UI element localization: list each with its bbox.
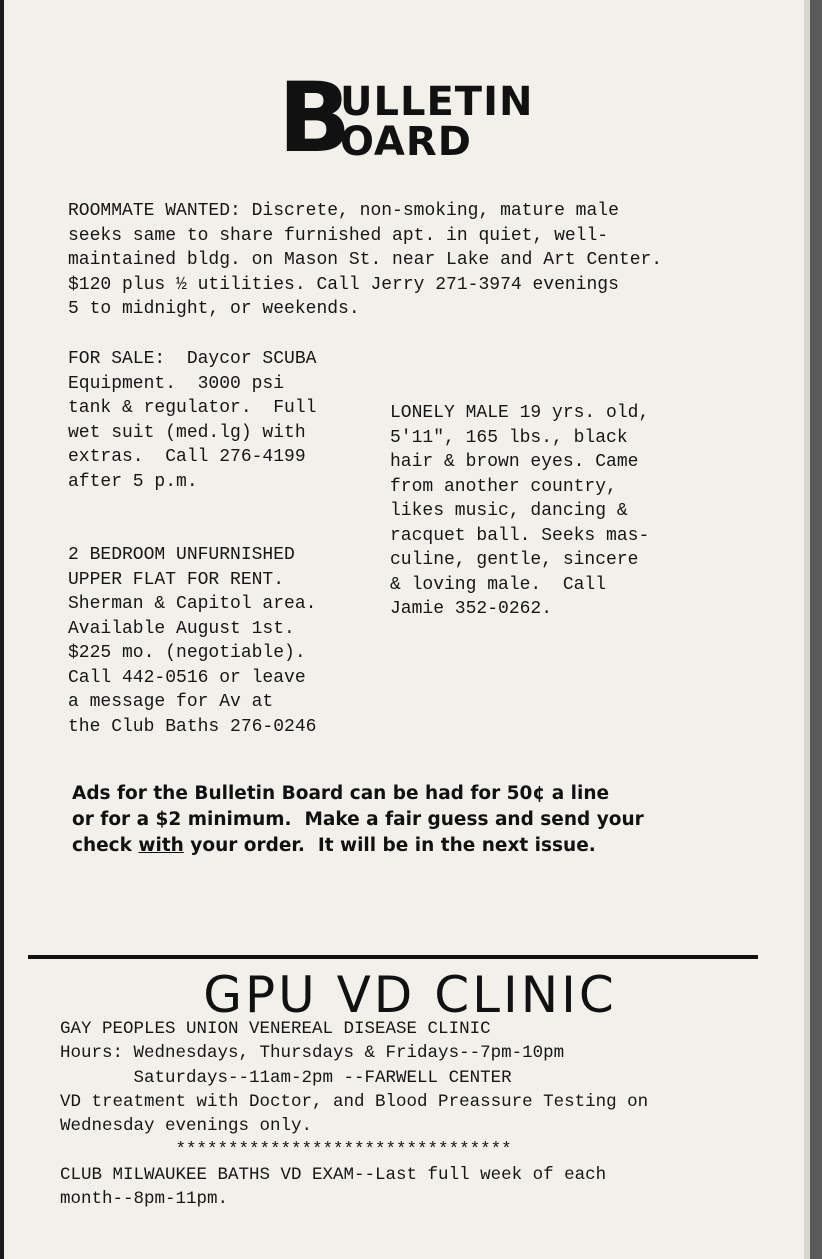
masthead-line1: ULLETIN	[340, 79, 534, 125]
bulletin-board-masthead	[278, 62, 548, 174]
masthead-line2: OARD	[340, 119, 472, 165]
masthead-initial: B	[278, 62, 352, 174]
ad-lonely-male: LONELY MALE 19 yrs. old, 5'11", 165 lbs., black hair & brown eyes. Came from another country, likes music, dancing & racquet ball. Seeks mas- culine, gentle, sincere & loving male. Call Jamie 352-0262.	[390, 403, 650, 619]
clinic-title: GPU VD CLINIC	[203, 966, 617, 1024]
section-divider	[28, 955, 758, 959]
ad-flat-for-rent: 2 BEDROOM UNFURNISHED UPPER FLAT FOR RENT. Sherman & Capitol area. Available August 1st. $225 mo. (negotiable). Call 442-0516 or leave a message for Av at the Club Baths 276-0246	[68, 545, 317, 737]
page-edge-left	[0, 0, 4, 1259]
ad-roommate-wanted: ROOMMATE WANTED: Discrete, non-smoking, mature male seeks same to share furnished apt. in quiet, well- maintained bldg. on Mason St. near Lake and Art Center. $120 plus ½ utilities. Call Jerry 271-3974 evenings 5 to midnight, or weekends.	[68, 201, 663, 319]
clinic-details: GAY PEOPLES UNION VENEREAL DISEASE CLINIC Hours: Wednesdays, Thursdays & Fridays--7pm-10pm Saturdays--11am-2pm --FARWELL CENTER VD treatment with Doctor, and Blood Preassure Testing on Wednesday evenings only. ******************************** CLUB MILWAUKEE BATHS VD EXAM--Last full week of each month--8pm-11pm.	[60, 1019, 649, 1210]
page-edge-right	[810, 0, 822, 1259]
ad-for-sale-scuba: FOR SALE: Daycor SCUBA Equipment. 3000 psi tank & regulator. Full wet suit (med.lg) with extras. Call 276-4199 after 5 p.m.	[68, 349, 317, 492]
notice-underlined-word: with	[138, 835, 184, 856]
notice-text-2: your order. It will be in the next issue.	[183, 835, 596, 856]
ad-rates-notice	[72, 781, 752, 859]
notice-text-1: Ads for the Bulletin Board can be had for 50¢ a line or for a $2 minimum. Make a fair guess and send your check	[72, 783, 644, 856]
